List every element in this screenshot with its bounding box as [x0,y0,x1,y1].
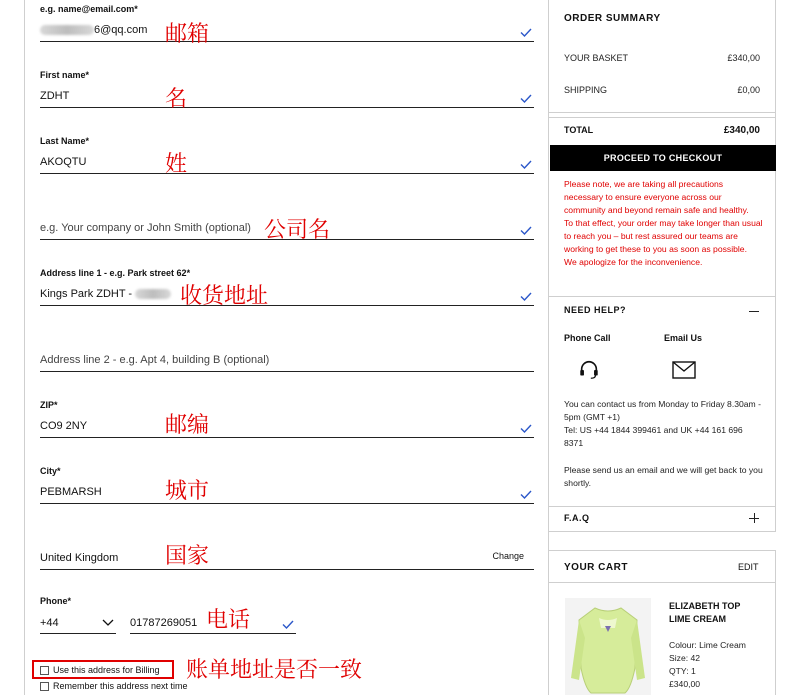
billing-checkbox-label: Use this address for Billing [53,665,160,675]
first-name-field[interactable] [40,70,534,108]
order-summary-title: ORDER SUMMARY [564,13,661,24]
covid-notice: Please note, we are taking all precautions necessary to ensure everyone across our community and beyond remain safe and healthy. To that effect, your order may take longer than usual to reach you – but rest assured our teams are working to get these to you as soon as possible. We apologize for the inconvenience. [564,179,763,267]
need-help-collapse-icon[interactable] [749,311,759,312]
need-help-title[interactable]: NEED HELP? [564,305,627,315]
shipping-label: SHIPPING [564,85,608,95]
basket-value: £340,00 [727,53,760,63]
email-annotation: 邮箱 [165,22,210,47]
city-annotation: 城市 [165,479,210,504]
city-label: City* [40,466,61,476]
zip-value: CO9 2NY [40,420,88,432]
your-cart-title: YOUR CART [564,562,628,573]
product-price: £340,00 [669,679,701,689]
address-line-1-field[interactable] [40,268,534,306]
remember-checkbox[interactable] [40,682,49,691]
total-label: TOTAL [564,125,594,135]
envelope-icon[interactable] [672,361,696,379]
country-field [40,530,534,570]
contact-hours-text: You can contact us from Monday to Friday 8.30am - 5pm (GMT +1) Tel: US +44 1844 399461 and UK +44 161 696 8371 [564,399,761,448]
zip-label: ZIP* [40,400,58,410]
phone-call-label: Phone Call [564,333,611,343]
phone-check-icon [282,620,294,629]
phone-code-value: +44 [40,617,59,629]
first-name-check-icon [520,94,532,103]
email-value: 6@qq.com [40,24,147,36]
country-value: United Kingdom [40,552,119,564]
address-line-1-value: Kings Park ZDHT - [40,288,171,300]
billing-annotation: 账单地址是否一致 [186,658,363,683]
basket-row [564,53,760,63]
last-name-field[interactable] [40,136,534,174]
first-name-annotation: 名 [165,87,188,112]
product-name-line-2[interactable]: LIME CREAM [669,614,726,624]
email-us-label: Email Us [664,333,703,343]
cart-right-line [775,550,776,695]
faq-expand-icon[interactable] [749,513,759,523]
address-annotation: 收货地址 [180,284,269,309]
phone-annotation: 电话 [206,608,251,633]
shipping-value: £0,00 [737,85,760,95]
cart-edit-link[interactable]: EDIT [738,562,759,572]
last-name-check-icon [520,160,532,169]
product-image[interactable] [565,598,651,695]
total-row [564,125,760,136]
email-check-icon [520,28,532,37]
last-name-label: Last Name* [40,136,90,146]
basket-label: YOUR BASKET [564,53,629,63]
company-annotation: 公司名 [264,218,331,243]
city-value: PEBMARSH [40,486,102,498]
remember-checkbox-label: Remember this address next time [53,681,188,691]
email-note-text: Please send us an email and we will get back to you shortly. [564,465,763,488]
phone-number-value: 01787269051 [130,617,198,629]
total-value: £340,00 [723,125,760,136]
phone-code-select[interactable] [40,596,116,634]
product-name-line-1[interactable]: ELIZABETH TOP [669,601,741,611]
address-line-2-placeholder: Address line 2 - e.g. Apt 4, building B (optional) [40,354,270,366]
city-check-icon [520,490,532,499]
country-change-link[interactable]: Change [492,551,524,561]
zip-annotation: 邮编 [165,413,210,438]
first-name-label: First name* [40,70,90,80]
company-check-icon [520,226,532,235]
chevron-down-icon [102,619,114,626]
product-size: Size: 42 [669,653,701,663]
shipping-row [564,85,760,95]
company-placeholder: e.g. Your company or John Smith (optional) [40,222,251,234]
product-colour: Colour: Lime Cream [669,640,746,650]
city-field[interactable] [40,466,534,504]
billing-checkbox-row[interactable] [40,665,160,675]
last-name-value: AKOQTU [40,156,87,168]
lime-top-illustration [565,598,651,695]
email-field[interactable] [40,4,534,42]
billing-checkbox[interactable] [40,666,49,675]
product-qty: QTY: 1 [669,666,696,676]
country-annotation: 国家 [165,544,210,569]
address-line-1-label: Address line 1 - e.g. Park street 62* [40,268,191,278]
faq-title[interactable]: F.A.Q [564,513,590,523]
address-check-icon [520,292,532,301]
first-name-value: ZDHT [40,90,70,102]
left-frame-line [24,0,25,695]
phone-label: Phone* [40,596,72,606]
email-label: e.g. name@email.com* [40,4,138,14]
proceed-to-checkout-button[interactable]: PROCEED TO CHECKOUT [550,145,776,171]
address-line-2-field[interactable] [40,334,534,372]
remember-checkbox-row[interactable] [40,681,188,691]
zip-field[interactable] [40,400,534,438]
zip-check-icon [520,424,532,433]
headset-icon[interactable] [578,359,600,381]
last-name-annotation: 姓 [165,152,188,177]
